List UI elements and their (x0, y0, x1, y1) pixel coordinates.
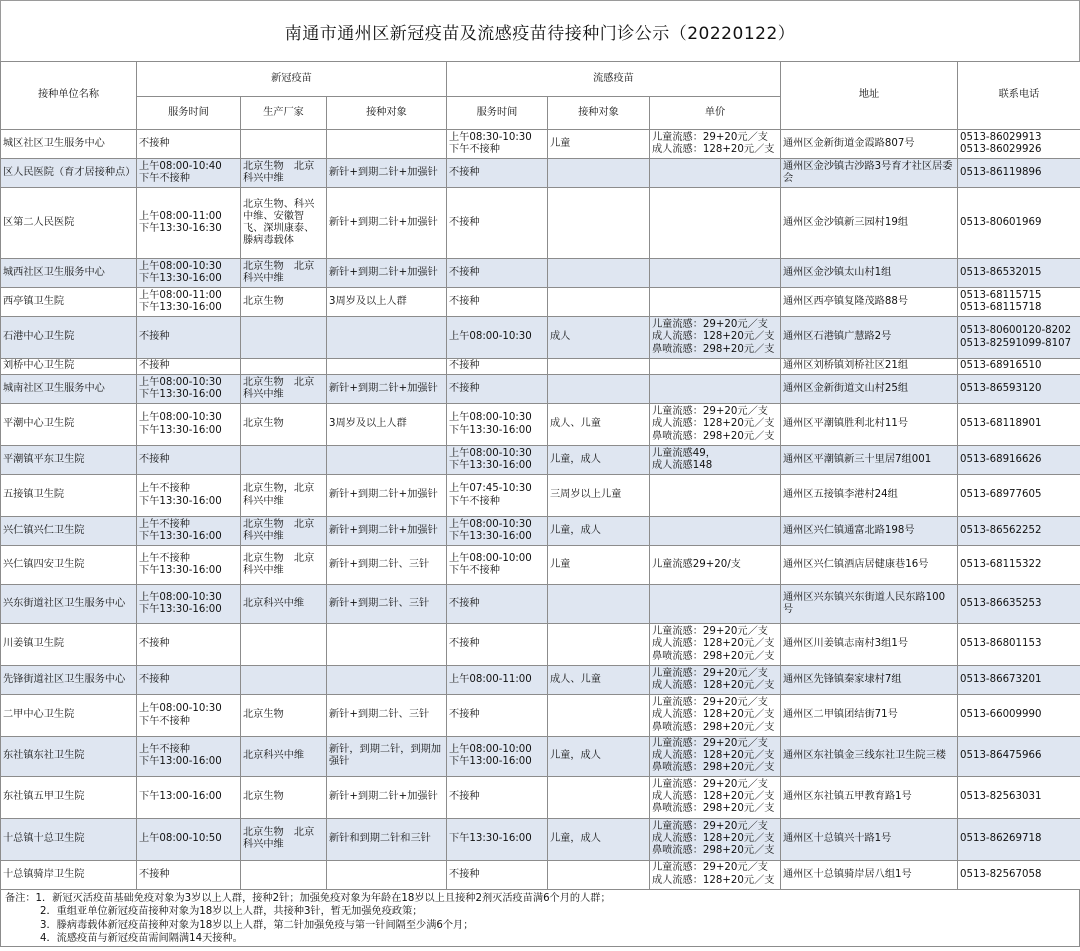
cell-covid-target: 新针+到期二针+加强针 (327, 259, 447, 288)
cell-covid-maker: 北京生物 北京科兴中维 (241, 517, 327, 546)
cell-covid-time: 上午08:00-11:00 下午13:30-16:30 (137, 188, 241, 259)
note-line: 4．流感疫苗与新冠疫苗需间隔满14天接种。 (40, 933, 243, 945)
cell-unit-name: 平潮中心卫生院 (1, 404, 137, 446)
cell-flu-target: 成人 (548, 317, 650, 359)
table-row (1, 404, 1080, 446)
cell-covid-maker (241, 130, 327, 159)
header-flu-group: 流感疫苗 (447, 62, 781, 97)
cell-phone: 0513-86562252 (958, 517, 1080, 546)
cell-flu-price (650, 585, 781, 624)
table-row (1, 288, 1080, 317)
cell-unit-name: 平潮镇平东卫生院 (1, 446, 137, 475)
header-unit: 接种单位名称 (1, 62, 137, 130)
cell-flu-price (650, 159, 781, 188)
cell-unit-name: 城南社区卫生服务中心 (1, 375, 137, 404)
cell-address: 通州区平潮镇新三十里居7组001 (781, 446, 958, 475)
cell-flu-target (548, 359, 650, 375)
cell-covid-maker: 北京生物 (241, 776, 327, 818)
cell-flu-price (650, 517, 781, 546)
cell-covid-target: 新针+到期二针+加强针 (327, 188, 447, 259)
cell-phone: 0513-66009990 (958, 695, 1080, 737)
cell-phone: 0513-86119896 (958, 159, 1080, 188)
cell-flu-time: 不接种 (447, 776, 548, 818)
cell-covid-time: 不接种 (137, 666, 241, 695)
cell-address: 通州区兴仁镇酒店居健康巷16号 (781, 546, 958, 585)
cell-flu-time: 不接种 (447, 259, 548, 288)
cell-covid-time: 不接种 (137, 317, 241, 359)
cell-covid-target: 新针和到期二针和三针 (327, 818, 447, 860)
cell-phone: 0513-82567058 (958, 860, 1080, 889)
cell-covid-target: 新针+到期二针+加强针 (327, 375, 447, 404)
cell-covid-target: 新针+到期二针、三针 (327, 695, 447, 737)
table-row (1, 359, 1080, 375)
cell-covid-target (327, 130, 447, 159)
cell-address: 通州区石港镇广慧路2号 (781, 317, 958, 359)
cell-covid-time: 不接种 (137, 130, 241, 159)
cell-covid-time: 上午08:00-10:30 下午13:30-16:00 (137, 585, 241, 624)
table-row (1, 517, 1080, 546)
table-row (1, 737, 1080, 777)
cell-flu-time: 下午13:30-16:00 (447, 818, 548, 860)
cell-flu-target: 儿童 (548, 546, 650, 585)
cell-flu-target (548, 288, 650, 317)
cell-covid-maker: 北京生物 北京科兴中维 (241, 375, 327, 404)
table-row (1, 159, 1080, 188)
cell-phone: 0513-86801153 (958, 624, 1080, 666)
table-row (1, 585, 1080, 624)
cell-covid-time: 不接种 (137, 860, 241, 889)
table-row (1, 317, 1080, 359)
cell-address: 通州区二甲镇团结街71号 (781, 695, 958, 737)
cell-flu-time: 不接种 (447, 695, 548, 737)
cell-flu-price (650, 188, 781, 259)
cell-phone: 0513-86532015 (958, 259, 1080, 288)
cell-flu-price: 儿童流感：29+20元／支 成人流感：128+20元／支 鼻喷流感：298+20元／支 (650, 317, 781, 359)
cell-phone: 0513-86635253 (958, 585, 1080, 624)
cell-covid-maker: 北京生物、科兴中维、安徽智飞、深圳康泰、滕病毒载体 (241, 188, 327, 259)
cell-flu-price (650, 375, 781, 404)
cell-unit-name: 区第二人民医院 (1, 188, 137, 259)
cell-unit-name: 十总镇十总卫生院 (1, 818, 137, 860)
table-row (1, 776, 1080, 818)
cell-covid-target (327, 666, 447, 695)
table-row (1, 130, 1080, 159)
cell-covid-time: 上午08:00-10:40 下午不接种 (137, 159, 241, 188)
cell-flu-target (548, 695, 650, 737)
cell-flu-target: 成人、儿童 (548, 404, 650, 446)
cell-flu-price: 儿童流感：29+20元／支 成人流感：128+20元／支 (650, 130, 781, 159)
cell-unit-name: 西亭镇卫生院 (1, 288, 137, 317)
cell-flu-price (650, 475, 781, 517)
page-title-text: 南通市通州区新冠疫苗及流感疫苗待接种门诊公示（20220122） (284, 23, 796, 44)
table-row (1, 475, 1080, 517)
cell-flu-price: 儿童流感29+20/支 (650, 546, 781, 585)
cell-covid-time: 不接种 (137, 624, 241, 666)
cell-covid-target (327, 446, 447, 475)
cell-covid-target: 新针+到期二针、三针 (327, 546, 447, 585)
cell-flu-time: 上午08:00-10:30 下午13:30-16:00 (447, 404, 548, 446)
cell-flu-target (548, 624, 650, 666)
cell-covid-time: 上午08:00-10:30 下午13:30-16:00 (137, 259, 241, 288)
cell-flu-target (548, 259, 650, 288)
cell-phone: 0513-82563031 (958, 776, 1080, 818)
header-covid-target: 接种对象 (327, 97, 447, 130)
cell-phone: 0513-80600120-8202 0513-82591099-8107 (958, 317, 1080, 359)
cell-flu-price: 儿童流感：29+20元／支 成人流感：128+20元／支 (650, 666, 781, 695)
cell-flu-time: 上午08:00-10:00 下午不接种 (447, 546, 548, 585)
cell-covid-maker: 北京生物 北京科兴中维 (241, 818, 327, 860)
cell-covid-target: 新针+到期二针+加强针 (327, 776, 447, 818)
cell-flu-time: 上午08:00-10:30 下午13:30-16:00 (447, 446, 548, 475)
note-line: 备注：1．新冠灭活疫苗基础免疫对象为3岁以上人群，接种2针；加强免疫对象为年龄在18岁以上且接种2剂灭活疫苗满6个月的人群； (5, 892, 611, 904)
cell-unit-name: 五接镇卫生院 (1, 475, 137, 517)
cell-phone: 0513-68977605 (958, 475, 1080, 517)
cell-address: 通州区五接镇李港村24组 (781, 475, 958, 517)
cell-flu-time: 上午08:00-10:30 (447, 317, 548, 359)
cell-unit-name: 刘桥中心卫生院 (1, 359, 137, 375)
cell-flu-time: 不接种 (447, 159, 548, 188)
cell-covid-target (327, 860, 447, 889)
cell-covid-maker (241, 860, 327, 889)
cell-covid-maker: 北京生物 (241, 695, 327, 737)
cell-flu-time: 不接种 (447, 585, 548, 624)
cell-covid-target (327, 624, 447, 666)
notes-section (0, 890, 1080, 947)
table-row (1, 860, 1080, 889)
cell-phone: 0513-86269718 (958, 818, 1080, 860)
cell-covid-maker (241, 317, 327, 359)
cell-flu-price: 儿童流感：29+20元／支 成人流感：128+20元／支 (650, 860, 781, 889)
cell-unit-name: 东社镇东社卫生院 (1, 737, 137, 777)
cell-address: 通州区金新街道文山村25组 (781, 375, 958, 404)
table-row (1, 624, 1080, 666)
cell-flu-price: 儿童流感：29+20元／支 成人流感：128+20元／支 鼻喷流感：298+20元／支 (650, 737, 781, 777)
cell-phone: 0513-86475966 (958, 737, 1080, 777)
cell-covid-target: 新针+到期二针+加强针 (327, 517, 447, 546)
cell-flu-target (548, 188, 650, 259)
cell-unit-name: 二甲中心卫生院 (1, 695, 137, 737)
cell-phone: 0513-86029913 0513-86029926 (958, 130, 1080, 159)
cell-covid-time: 不接种 (137, 359, 241, 375)
header-flu-time: 服务时间 (447, 97, 548, 130)
cell-flu-time: 上午08:30-10:30 下午不接种 (447, 130, 548, 159)
cell-address: 通州区东社镇金三线东社卫生院三楼 (781, 737, 958, 777)
cell-address: 通州区十总镇骑岸居八组1号 (781, 860, 958, 889)
cell-covid-maker: 北京生物，北京科兴中维 (241, 475, 327, 517)
cell-flu-time: 上午08:00-10:30 下午13:30-16:00 (447, 517, 548, 546)
cell-address: 通州区金沙镇古沙路3号育才社区居委会 (781, 159, 958, 188)
header-phone: 联系电话 (958, 62, 1080, 130)
table-row (1, 188, 1080, 259)
table-row (1, 666, 1080, 695)
cell-address: 通州区先锋镇秦家埭村7组 (781, 666, 958, 695)
cell-unit-name: 东社镇五甲卫生院 (1, 776, 137, 818)
cell-covid-time: 上午08:00-10:30 下午不接种 (137, 695, 241, 737)
cell-address: 通州区川姜镇志南村3组1号 (781, 624, 958, 666)
cell-flu-time: 不接种 (447, 288, 548, 317)
cell-address: 通州区刘桥镇刘桥社区21组 (781, 359, 958, 375)
cell-covid-time: 不接种 (137, 446, 241, 475)
cell-covid-time: 上午08:00-11:00 下午13:30-16:00 (137, 288, 241, 317)
cell-covid-time: 上午不接种 下午13:30-16:00 (137, 475, 241, 517)
cell-covid-time: 上午不接种 下午13:30-16:00 (137, 546, 241, 585)
cell-covid-target: 新针，到期二针，到期加强针 (327, 737, 447, 777)
table-row (1, 446, 1080, 475)
cell-phone: 0513-86593120 (958, 375, 1080, 404)
table-row (1, 375, 1080, 404)
cell-covid-time: 上午08:00-10:30 下午13:30-16:00 (137, 404, 241, 446)
page-title (0, 0, 1080, 61)
header-covid-group: 新冠疫苗 (137, 62, 447, 97)
cell-flu-time: 不接种 (447, 375, 548, 404)
cell-covid-maker (241, 624, 327, 666)
cell-flu-target: 三周岁以上儿童 (548, 475, 650, 517)
cell-covid-maker: 北京科兴中维 (241, 585, 327, 624)
note-line: 3．滕病毒载体新冠疫苗接种对象为18岁以上人群，第二针加强免疫与第一针间隔至少满6个月； (40, 919, 474, 931)
cell-flu-time: 不接种 (447, 188, 548, 259)
vaccine-clinic-table (0, 61, 1080, 890)
cell-flu-price: 儿童流感：29+20元／支 成人流感：128+20元／支 鼻喷流感：298+20元／支 (650, 624, 781, 666)
cell-flu-price: 儿童流感：29+20元／支 成人流感：128+20元／支 鼻喷流感：298+20元／支 (650, 695, 781, 737)
cell-unit-name: 城区社区卫生服务中心 (1, 130, 137, 159)
cell-covid-maker (241, 446, 327, 475)
cell-unit-name: 兴仁镇兴仁卫生院 (1, 517, 137, 546)
cell-address: 通州区金沙镇新三园村19组 (781, 188, 958, 259)
cell-flu-target (548, 375, 650, 404)
cell-covid-maker: 北京生物 北京科兴中维 (241, 259, 327, 288)
cell-flu-target: 儿童，成人 (548, 517, 650, 546)
table-row (1, 546, 1080, 585)
cell-flu-price: 儿童流感：29+20元／支 成人流感：128+20元／支 鼻喷流感：298+20元／支 (650, 776, 781, 818)
cell-address: 通州区金沙镇太山村1组 (781, 259, 958, 288)
cell-covid-maker (241, 666, 327, 695)
cell-address: 通州区金新街道金霞路807号 (781, 130, 958, 159)
cell-phone: 0513-68115715 0513-68115718 (958, 288, 1080, 317)
cell-address: 通州区平潮镇胜利北村11号 (781, 404, 958, 446)
cell-covid-time: 上午不接种 下午13:30-16:00 (137, 517, 241, 546)
note-line: 2．重组亚单位新冠疫苗接种对象为18岁以上人群，共接种3针，暂无加强免疫政策； (40, 906, 423, 918)
cell-unit-name: 兴仁镇四安卫生院 (1, 546, 137, 585)
cell-flu-target (548, 860, 650, 889)
cell-flu-price: 儿童流感：29+20元／支 成人流感：128+20元／支 鼻喷流感：298+20元／支 (650, 404, 781, 446)
cell-address: 通州区兴东镇兴东街道人民东路100号 (781, 585, 958, 624)
cell-covid-target: 3周岁及以上人群 (327, 288, 447, 317)
cell-flu-target (548, 159, 650, 188)
cell-covid-target: 新针+到期二针+加强针 (327, 159, 447, 188)
cell-covid-target: 3周岁及以上人群 (327, 404, 447, 446)
cell-covid-target (327, 317, 447, 359)
cell-unit-name: 十总镇骑岸卫生院 (1, 860, 137, 889)
header-flu-price: 单价 (650, 97, 781, 130)
cell-covid-target: 新针+到期二针+加强针 (327, 475, 447, 517)
cell-covid-maker: 北京生物 (241, 404, 327, 446)
cell-address: 通州区西亭镇复隆茂路88号 (781, 288, 958, 317)
cell-address: 通州区兴仁镇通富北路198号 (781, 517, 958, 546)
cell-address: 通州区十总镇兴十路1号 (781, 818, 958, 860)
cell-covid-maker: 北京科兴中维 (241, 737, 327, 777)
cell-covid-time: 上午08:00-10:50 (137, 818, 241, 860)
cell-flu-time: 不接种 (447, 624, 548, 666)
cell-unit-name: 兴东街道社区卫生服务中心 (1, 585, 137, 624)
cell-covid-maker: 北京生物 北京科兴中维 (241, 546, 327, 585)
header-address: 地址 (781, 62, 958, 130)
cell-phone: 0513-80601969 (958, 188, 1080, 259)
cell-flu-time: 上午08:00-11:00 (447, 666, 548, 695)
cell-unit-name: 川姜镇卫生院 (1, 624, 137, 666)
cell-covid-target: 新针+到期二针、三针 (327, 585, 447, 624)
cell-flu-target (548, 776, 650, 818)
cell-covid-maker (241, 359, 327, 375)
cell-flu-time: 不接种 (447, 359, 548, 375)
table-row (1, 695, 1080, 737)
cell-covid-maker: 北京生物 北京科兴中维 (241, 159, 327, 188)
cell-flu-price (650, 359, 781, 375)
cell-flu-time: 上午07:45-10:30 下午不接种 (447, 475, 548, 517)
header-covid-maker: 生产厂家 (241, 97, 327, 130)
cell-flu-time: 不接种 (447, 860, 548, 889)
cell-flu-target (548, 585, 650, 624)
cell-covid-target (327, 359, 447, 375)
cell-phone: 0513-68118901 (958, 404, 1080, 446)
header-flu-target: 接种对象 (548, 97, 650, 130)
cell-flu-time: 上午08:00-10:00 下午13:00-16:00 (447, 737, 548, 777)
cell-address: 通州区东社镇五甲教育路1号 (781, 776, 958, 818)
cell-flu-price: 儿童流感：29+20元／支 成人流感：128+20元／支 鼻喷流感：298+20元／支 (650, 818, 781, 860)
cell-flu-target: 成人、儿童 (548, 666, 650, 695)
table-row (1, 818, 1080, 860)
cell-phone: 0513-68115322 (958, 546, 1080, 585)
table-row (1, 259, 1080, 288)
cell-flu-price (650, 288, 781, 317)
cell-phone: 0513-86673201 (958, 666, 1080, 695)
cell-unit-name: 城西社区卫生服务中心 (1, 259, 137, 288)
cell-covid-time: 下午13:00-16:00 (137, 776, 241, 818)
cell-flu-target: 儿童，成人 (548, 446, 650, 475)
cell-covid-maker: 北京生物 (241, 288, 327, 317)
cell-flu-target: 儿童，成人 (548, 737, 650, 777)
cell-phone: 0513-68916510 (958, 359, 1080, 375)
cell-unit-name: 区人民医院（育才居接种点） (1, 159, 137, 188)
cell-flu-price: 儿童流感49， 成人流感148 (650, 446, 781, 475)
cell-flu-target: 儿童，成人 (548, 818, 650, 860)
cell-unit-name: 石港中心卫生院 (1, 317, 137, 359)
cell-flu-price (650, 259, 781, 288)
cell-phone: 0513-68916626 (958, 446, 1080, 475)
cell-covid-time: 上午08:00-10:30 下午13:30-16:00 (137, 375, 241, 404)
header-covid-time: 服务时间 (137, 97, 241, 130)
cell-covid-time: 上午不接种 下午13:00-16:00 (137, 737, 241, 777)
cell-flu-target: 儿童 (548, 130, 650, 159)
cell-unit-name: 先锋街道社区卫生服务中心 (1, 666, 137, 695)
